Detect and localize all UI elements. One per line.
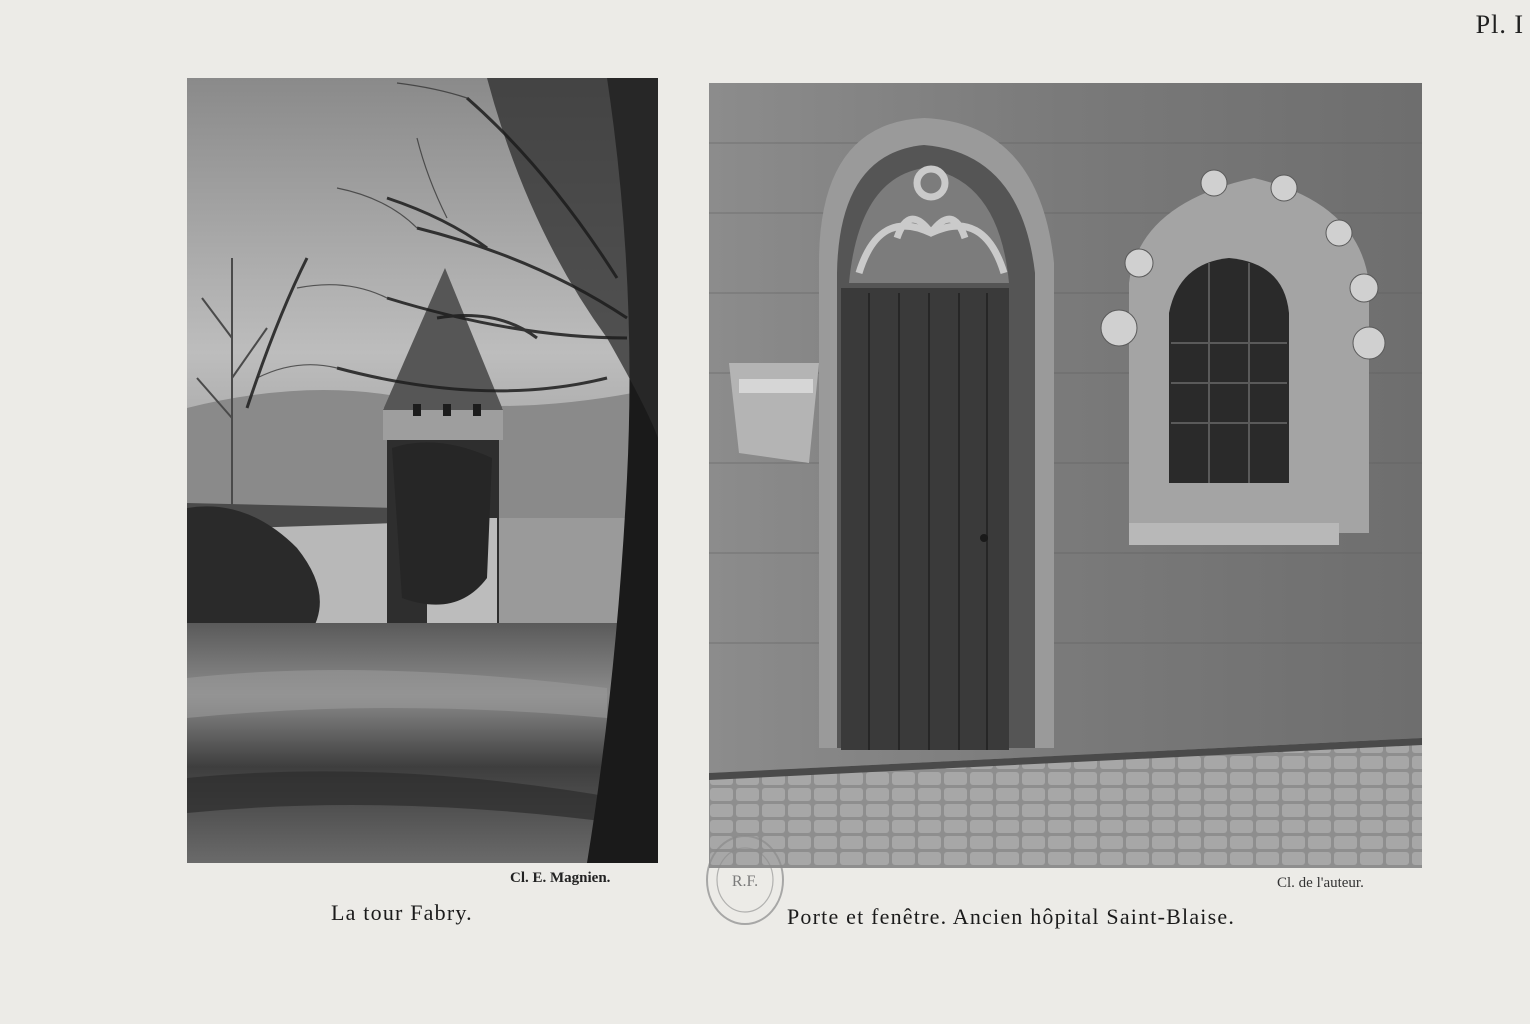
caption-left: La tour Fabry. — [331, 900, 473, 925]
photo-porte-fenetre — [709, 83, 1422, 868]
photo-tour-fabry — [187, 78, 658, 863]
stamp-text: R.F. — [731, 873, 759, 890]
credit-left: Cl. E. Magnien. — [510, 870, 611, 886]
caption-right: Porte et fenêtre. Ancien hôpital Saint-Blaise. — [787, 904, 1236, 929]
plate-number: Pl. I — [1475, 10, 1524, 39]
credit-right: Cl. de l'auteur. — [1277, 875, 1364, 891]
library-stamp — [703, 830, 787, 930]
